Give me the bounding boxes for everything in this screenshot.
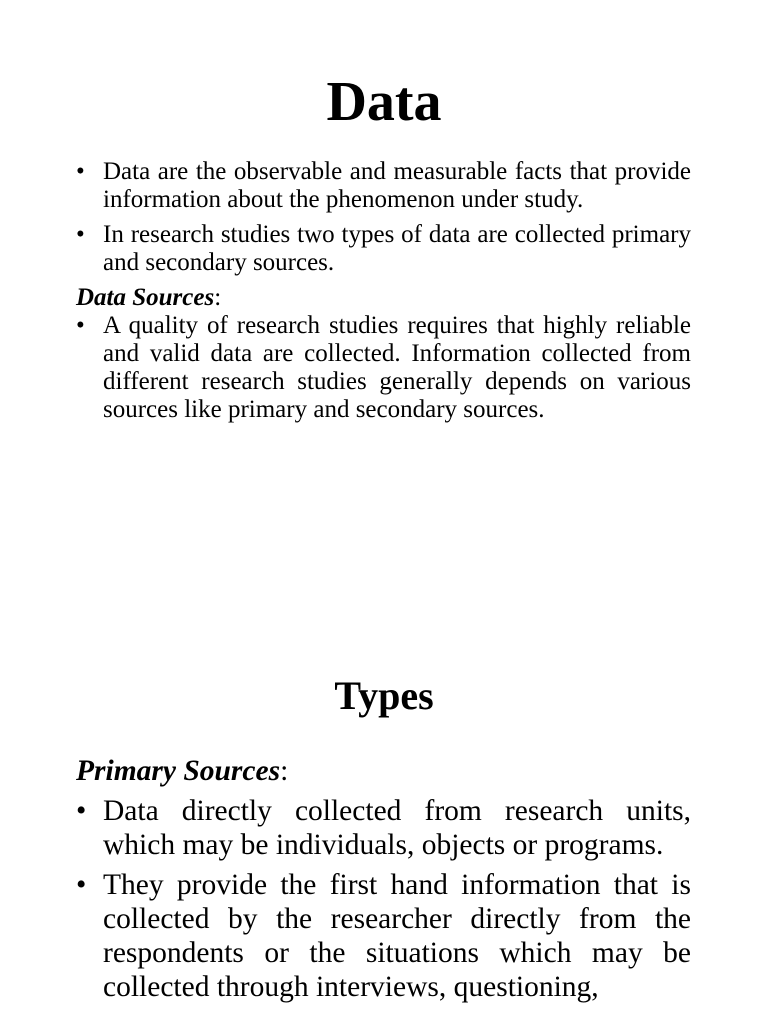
- bullet-item: [76, 158, 691, 214]
- section-heading-colon: :: [214, 284, 222, 311]
- section-heading-text: Primary Sources: [76, 755, 281, 787]
- bullet-marker: •: [76, 221, 85, 248]
- section-heading-text: Data Sources: [76, 284, 215, 311]
- bullet-item: [76, 794, 691, 862]
- bullet-item: [76, 312, 691, 424]
- intro-bullet-list: [76, 158, 691, 277]
- slide-content: [76, 754, 691, 1010]
- bullet-text: They provide the first hand information that is collected by the researcher directly from the respondents or the situations which may be collected through interviews, questioning,: [103, 869, 691, 1003]
- section-heading-colon: :: [280, 755, 289, 787]
- primary-bullet-list: [76, 794, 691, 1004]
- bullet-text: Data are the observable and measurable facts that provide information about the phenomenon under study.: [103, 158, 691, 213]
- bullet-text: A quality of research studies requires that highly reliable and valid data are collected. Information collected from different research studies generally depends on various sources like primary and secondary sources.: [103, 312, 691, 423]
- bullet-marker: •: [76, 869, 87, 901]
- section-bullet-list: [76, 312, 691, 424]
- slide-content: [76, 158, 691, 431]
- section-heading: [76, 284, 691, 312]
- bullet-marker: •: [76, 312, 85, 339]
- slide-types: [0, 640, 768, 1024]
- slide-title: Data: [326, 71, 442, 133]
- bullet-text: In research studies two types of data are collected primary and secondary sources.: [103, 221, 691, 276]
- bullet-item: [76, 221, 691, 277]
- bullet-marker: •: [76, 795, 87, 827]
- bullet-marker: •: [76, 158, 85, 185]
- section-heading: [76, 754, 691, 788]
- slide-title: Types: [334, 673, 434, 718]
- bullet-item: [76, 868, 691, 1004]
- bullet-text: Data directly collected from research units, which may be individuals, objects or programs.: [103, 795, 691, 861]
